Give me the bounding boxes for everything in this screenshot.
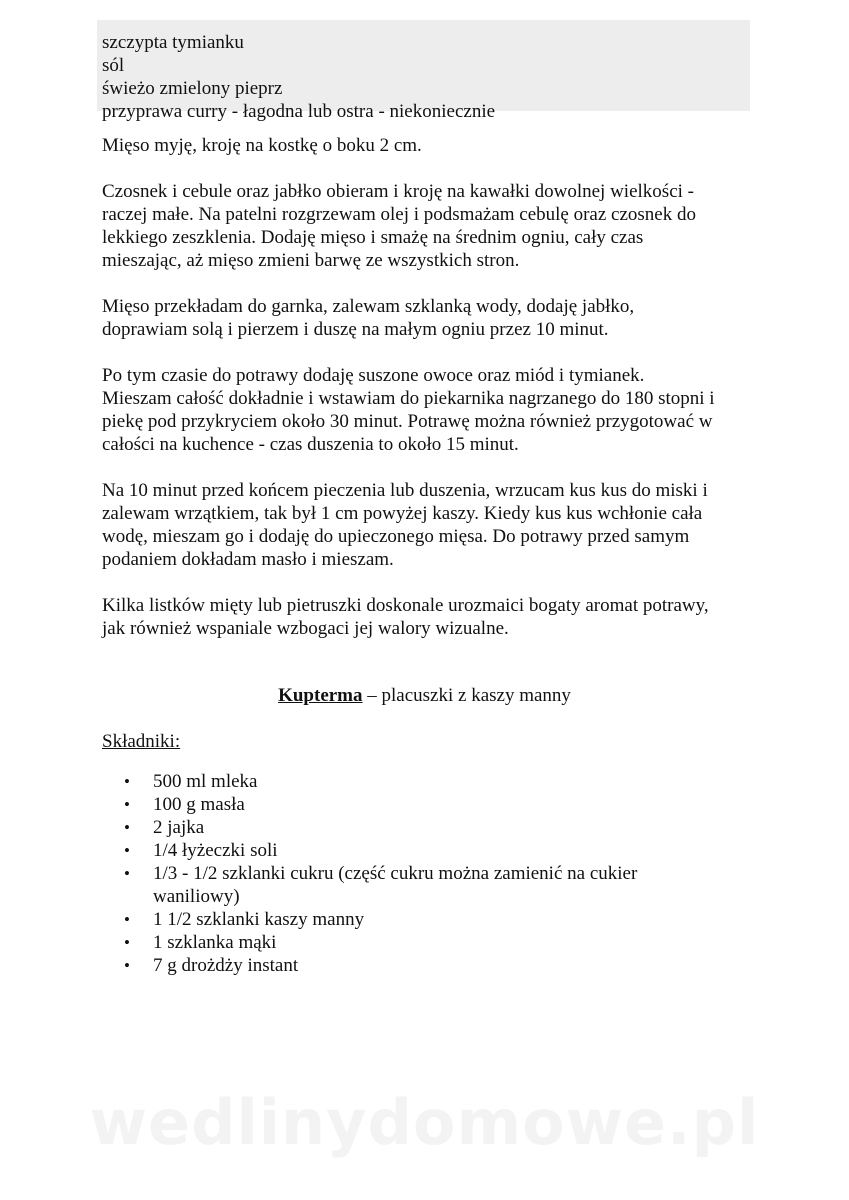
ingredients-label: Składniki: bbox=[102, 731, 181, 752]
list-item bbox=[0, 816, 637, 839]
instruction-paragraph bbox=[102, 295, 762, 341]
list-item bbox=[0, 770, 637, 793]
bullet-icon: • bbox=[124, 956, 130, 975]
bullet-icon: • bbox=[124, 795, 130, 814]
ingredient-text: 1/4 łyżeczki soli bbox=[153, 840, 278, 861]
paragraph-line: Po tym czasie do potrawy dodaję suszone owoce oraz miód i tymianek. bbox=[102, 365, 645, 386]
paragraph-line: podaniem dokładam masło i mieszam. bbox=[102, 549, 394, 570]
paragraph-line: wodę, mieszam go i dodaję do upieczonego mięsa. Do potrawy przed samym bbox=[102, 526, 690, 547]
ingredient-text-continued: waniliowy) bbox=[153, 886, 240, 907]
paragraph-line: doprawiam solą i pierzem i duszę na małym ogniu przez 10 minut. bbox=[102, 319, 609, 340]
ingredient-line: sól bbox=[102, 55, 125, 76]
bullet-icon: • bbox=[124, 864, 130, 883]
recipe-heading bbox=[0, 684, 849, 707]
ingredient-text: 7 g drożdży instant bbox=[153, 955, 299, 976]
bullet-icon: • bbox=[124, 841, 130, 860]
bullet-icon: • bbox=[124, 933, 130, 952]
ingredient-line: świeżo zmielony pieprz bbox=[102, 78, 283, 99]
ingredient-line: szczypta tymianku bbox=[102, 32, 244, 53]
paragraph-line: mieszając, aż mięso zmieni barwę ze wszystkich stron. bbox=[102, 250, 520, 271]
list-item bbox=[0, 862, 637, 908]
ingredient-text: 1 1/2 szklanki kaszy manny bbox=[153, 909, 365, 930]
instruction-paragraph bbox=[102, 594, 762, 640]
paragraph-line: Mięso myję, kroję na kostkę o boku 2 cm. bbox=[102, 135, 422, 156]
ingredient-text: 1/3 - 1/2 szklanki cukru (część cukru można zamienić na cukier bbox=[153, 863, 638, 884]
list-item bbox=[0, 954, 637, 977]
list-item bbox=[0, 793, 637, 816]
ingredient-text: 1 szklanka mąki bbox=[153, 932, 277, 953]
list-item bbox=[0, 931, 637, 954]
paragraph-line: piekę pod przykryciem około 30 minut. Potrawę można również przygotować w bbox=[102, 411, 713, 432]
list-item bbox=[0, 908, 637, 931]
ingredient-text: 2 jajka bbox=[153, 817, 205, 838]
instruction-paragraph bbox=[102, 479, 762, 571]
instruction-paragraph bbox=[102, 364, 762, 456]
list-item bbox=[0, 839, 637, 862]
ingredients-continuation-block bbox=[97, 20, 750, 122]
bullet-icon: • bbox=[124, 772, 130, 791]
bullet-icon: • bbox=[124, 910, 130, 929]
paragraph-line: lekkiego zeszklenia. Dodaję mięso i smażę na średnim ogniu, cały czas bbox=[102, 227, 644, 248]
recipe-subtitle: – placuszki z kaszy manny bbox=[362, 685, 571, 706]
ingredients-list bbox=[0, 770, 637, 977]
paragraph-line: raczej małe. Na patelni rozgrzewam olej i podsmażam cebulę oraz czosnek do bbox=[102, 204, 696, 225]
paragraph-line: zalewam wrzątkiem, tak był 1 cm powyżej kaszy. Kiedy kus kus wchłonie cała bbox=[102, 503, 703, 524]
paragraph-line: jak również wspaniale wzbogaci jej walory wizualne. bbox=[102, 618, 509, 639]
site-watermark: wedlinydomowe.pl bbox=[89, 1086, 760, 1159]
paragraph-line: Czosnek i cebule oraz jabłko obieram i kroję na kawałki dowolnej wielkości - bbox=[102, 181, 694, 202]
paragraph-line: Mięso przekładam do garnka, zalewam szklanką wody, dodaję jabłko, bbox=[102, 296, 635, 317]
ingredient-text: 500 ml mleka bbox=[153, 771, 258, 792]
paragraph-line: całości na kuchence - czas duszenia to około 15 minut. bbox=[102, 434, 519, 455]
ingredient-line: przyprawa curry - łagodna lub ostra - niekoniecznie bbox=[102, 101, 496, 122]
paragraph-line: Mieszam całość dokładnie i wstawiam do piekarnika nagrzanego do 180 stopni i bbox=[102, 388, 715, 409]
bullet-icon: • bbox=[124, 818, 130, 837]
ingredient-text: 100 g masła bbox=[153, 794, 245, 815]
paragraph-line: Kilka listków mięty lub pietruszki doskonale urozmaici bogaty aromat potrawy, bbox=[102, 595, 709, 616]
instruction-paragraph bbox=[102, 180, 762, 272]
paragraph-line: Na 10 minut przed końcem pieczenia lub duszenia, wrzucam kus kus do miski i bbox=[102, 480, 708, 501]
recipe-title: Kupterma bbox=[278, 685, 363, 706]
instruction-paragraph bbox=[102, 134, 762, 157]
